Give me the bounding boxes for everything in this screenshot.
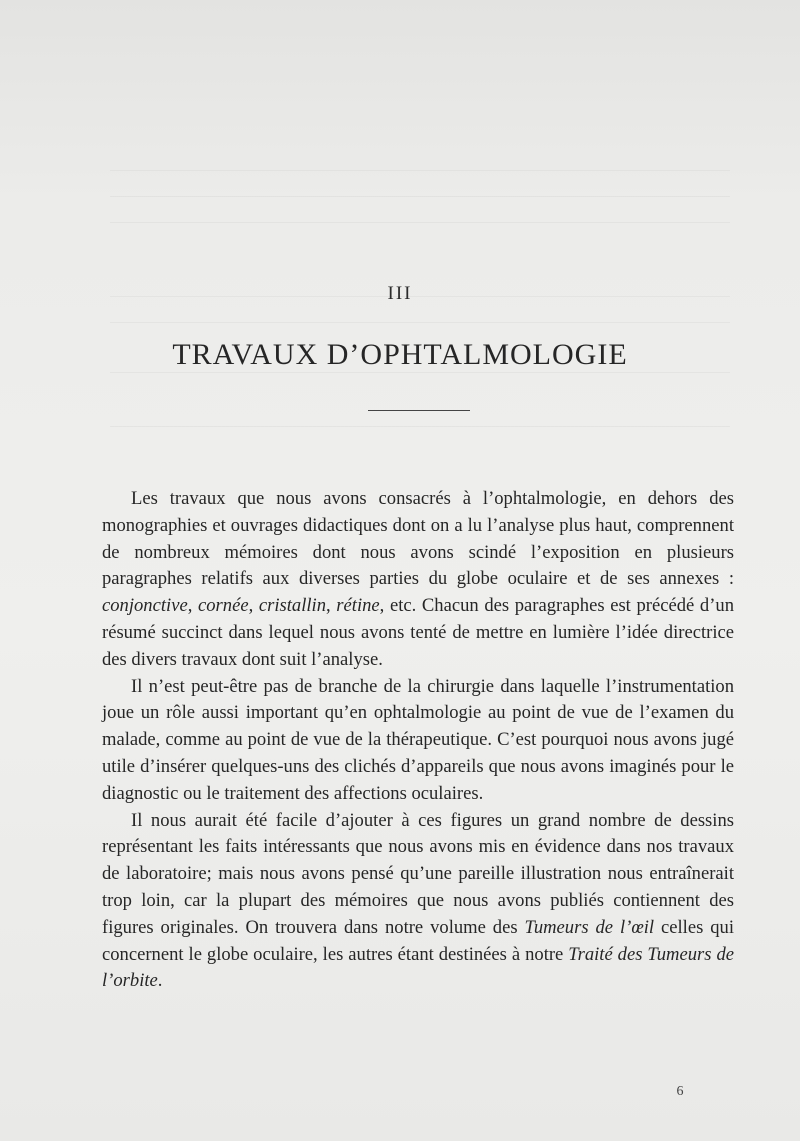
italic-text: cornée: [197, 595, 249, 617]
italic-text: cristallin: [258, 595, 327, 617]
page-number: 6: [676, 1084, 684, 1099]
italic-text: Tumeurs de l’œil: [524, 916, 655, 938]
italic-text: conjonctive: [102, 595, 188, 617]
section-number: III: [387, 283, 413, 304]
paragraph: Il n’est peut-être pas de branche de la chirurgie dans laquelle l’instrumentation joue un rôle aussi important qu’en ophtalmologie au point de vue de l’examen du malade, comme au point de vue de la thérapeutique. C’est pourquoi nous avons jugé utile d’insérer quelques-uns des clichés d’appareils que nous avons imaginés pour le diagnostic ou le traitement des affections oculaires.: [102, 675, 734, 804]
show-through-line: [110, 426, 730, 439]
paragraph: Il nous aurait été facile d’ajouter à ces figures un grand nombre de dessins représentant les faits intéressants que nous avons mis en évidence dans nos travaux de laboratoire; mais nous avons pensé qu’une pareille illustration nous entraînerait trop loin, car la plupart des mémoires que nous avons publiés contiennent des figures originales. On trouvera dans notre volume des Tumeurs de l’œil celles qui concernent le globe oculaire, les autres étant destinées à notre Traité des Tumeurs de l’orbite.: [102, 809, 735, 992]
show-through-line: [110, 222, 730, 235]
show-through-line: [110, 322, 730, 335]
show-through-line: [110, 170, 730, 183]
body-text: [102, 486, 734, 995]
show-through-line: [110, 196, 730, 209]
title-divider: [368, 410, 470, 411]
page-title: TRAVAUX D’OPHTALMOLOGIE: [172, 338, 628, 371]
italic-text: rétine: [336, 595, 380, 617]
paragraph: Les travaux que nous avons consacrés à l’ophtalmologie, en dehors des monographies et ouvrages didactiques dont on a lu l’analyse plus haut, comprennent de nombreux mémoires dont nous avons scindé l’exposition en plusieurs paragraphes relatifs aux diverses parties du globe oculaire et de ses annexes : conjonctive, cornée, cristallin, rétine, etc. Chacun des paragraphes est précédé d’un résumé succinct dans lequel nous avons tenté de mettre en lumière l’idée directrice des divers travaux dont suit l’analyse.: [102, 488, 734, 670]
italic-text: Traité des Tumeurs de l’orbite: [102, 943, 734, 992]
show-through-line: [110, 372, 730, 385]
